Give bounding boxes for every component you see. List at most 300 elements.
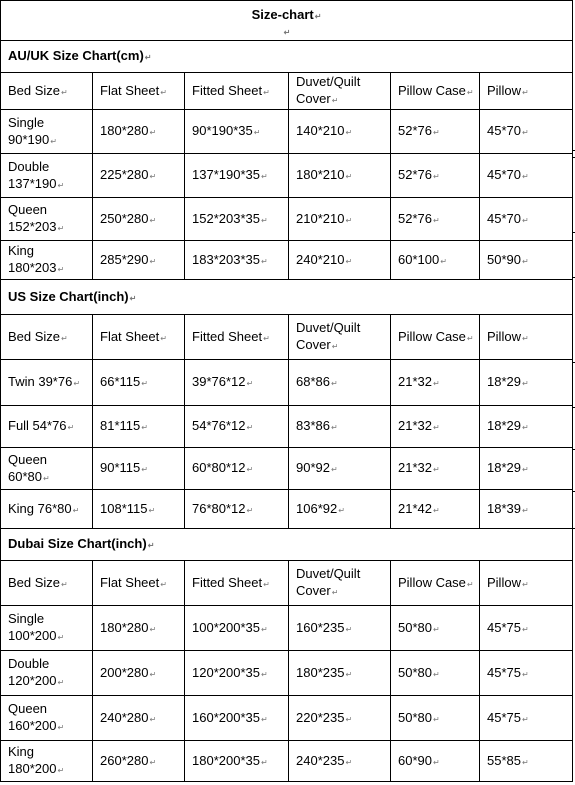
cell-fitted-sheet-text: 90*190*35 xyxy=(192,123,253,138)
cell-pillow-case xyxy=(391,198,480,241)
paragraph-mark-icon: ↵ xyxy=(141,379,148,388)
cell-pillow-case xyxy=(391,360,480,406)
paragraph-mark-icon: ↵ xyxy=(331,96,339,105)
paragraph-mark-icon: ↵ xyxy=(246,379,254,388)
table-row xyxy=(1,360,573,406)
cell-fitted-sheet-text: 100*200*35 xyxy=(192,619,260,635)
cell-bed-size-text: King 180*200 xyxy=(8,744,57,776)
cell-flat-sheet xyxy=(93,741,185,782)
cell-fitted-sheet-text: 120*200*35 xyxy=(192,664,260,680)
paragraph-mark-icon: ↵ xyxy=(260,172,268,181)
paragraph-mark-icon: ↵ xyxy=(440,256,447,266)
cell-flat-sheet-text: 180*280 xyxy=(100,619,149,635)
paragraph-mark-icon: ↵ xyxy=(57,678,65,687)
cell-duvet-quilt-cover xyxy=(289,198,391,241)
cell-fitted-sheet xyxy=(185,651,289,696)
cell-pillow xyxy=(480,606,573,651)
cell-duvet-quilt-cover-text: 240*235 xyxy=(296,752,345,768)
column-header-row xyxy=(1,315,573,360)
paragraph-mark-icon: ↵ xyxy=(521,128,529,137)
paragraph-mark-icon: ↵ xyxy=(57,723,65,732)
paragraph-mark-icon: ↵ xyxy=(260,256,268,266)
cell-duvet-quilt-cover xyxy=(289,406,391,448)
cell-pillow-case-text: 21*32 xyxy=(398,460,432,475)
column-header-pillow-text: Pillow xyxy=(487,82,521,98)
paragraph-mark-icon: ↵ xyxy=(521,379,529,388)
cell-pillow xyxy=(480,406,573,448)
column-header-fitted-sheet xyxy=(185,73,289,110)
cell-pillow xyxy=(480,696,573,741)
cell-fitted-sheet xyxy=(185,198,289,241)
cell-pillow-case xyxy=(391,241,480,280)
column-header-pillow-text: Pillow xyxy=(487,328,521,344)
cell-pillow-case xyxy=(391,696,480,741)
cell-pillow-text: 18*39 xyxy=(487,500,521,516)
paragraph-mark-icon: ↵ xyxy=(521,333,529,343)
paragraph-mark-icon: ↵ xyxy=(246,423,254,432)
section-heading xyxy=(1,280,573,315)
cell-pillow-text: 45*70 xyxy=(487,210,521,226)
cell-bed-size-text: Single 90*190 xyxy=(8,114,50,147)
cell-duvet-quilt-cover-text: 180*235 xyxy=(296,664,345,680)
table-row xyxy=(1,154,573,198)
paragraph-mark-icon: ↵ xyxy=(466,87,474,97)
column-header-pillow-case-text: Pillow Case xyxy=(398,82,466,98)
cell-pillow xyxy=(480,241,573,280)
table-row xyxy=(1,490,573,529)
cell-bed-size xyxy=(1,448,93,490)
paragraph-mark-icon: ↵ xyxy=(147,541,155,550)
cell-bed-size-text: Double 137*190 xyxy=(8,158,57,191)
cell-flat-sheet xyxy=(93,406,185,448)
cell-fitted-sheet-text: 137*190*35 xyxy=(192,167,260,182)
section-heading-text: AU/UK Size Chart(cm) xyxy=(8,48,144,63)
paragraph-mark-icon: ↵ xyxy=(50,136,57,146)
cell-pillow-case-text: 21*32 xyxy=(398,418,432,433)
cell-duvet-quilt-cover-text: 240*210 xyxy=(296,251,345,267)
cell-pillow xyxy=(480,198,573,241)
paragraph-mark-icon: ↵ xyxy=(57,180,65,190)
cell-pillow xyxy=(480,651,573,696)
cell-pillow-case-text: 50*80 xyxy=(398,664,432,680)
cell-bed-size xyxy=(1,154,93,198)
paragraph-mark-icon: ↵ xyxy=(432,215,440,225)
cell-pillow-case-text: 21*42 xyxy=(398,500,432,516)
paragraph-mark-icon: ↵ xyxy=(345,669,353,679)
cell-flat-sheet-text: 66*115 xyxy=(100,374,141,389)
cell-pillow-case-text: 60*90 xyxy=(398,752,432,768)
paragraph-mark-icon: ↵ xyxy=(57,633,65,642)
cell-bed-size-text: Double 120*200 xyxy=(8,656,57,688)
cell-fitted-sheet xyxy=(185,241,289,280)
cell-bed-size-text: Queen 152*203 xyxy=(8,202,57,234)
cell-flat-sheet xyxy=(93,241,185,280)
cell-pillow-text: 18*29 xyxy=(487,460,521,475)
cell-duvet-quilt-cover-text: 160*235 xyxy=(296,619,345,635)
cell-fitted-sheet xyxy=(185,741,289,782)
cell-bed-size xyxy=(1,606,93,651)
cell-flat-sheet xyxy=(93,154,185,198)
paragraph-mark-icon: ↵ xyxy=(432,757,440,767)
paragraph-mark-icon: ↵ xyxy=(141,465,148,474)
column-header-duvet-quilt-cover xyxy=(289,73,391,110)
column-header-pillow-case xyxy=(391,561,480,606)
paragraph-mark-icon: ↵ xyxy=(260,669,268,679)
paragraph-mark-icon: ↵ xyxy=(432,423,440,432)
paragraph-mark-icon: ↵ xyxy=(263,579,270,589)
paragraph-mark-icon: ↵ xyxy=(432,128,440,137)
cell-fitted-sheet xyxy=(185,696,289,741)
cell-bed-size xyxy=(1,490,93,529)
section-heading-text: Dubai Size Chart(inch) xyxy=(8,536,147,551)
paragraph-mark-icon: ↵ xyxy=(149,624,157,634)
cell-bed-size xyxy=(1,110,93,154)
column-header-pillow xyxy=(480,561,573,606)
cell-flat-sheet-text: 200*280 xyxy=(100,664,149,680)
cell-duvet-quilt-cover xyxy=(289,606,391,651)
column-header-flat-sheet xyxy=(93,315,185,360)
paragraph-mark-icon: ↵ xyxy=(260,714,268,724)
paragraph-mark-icon: ↵ xyxy=(338,505,345,515)
table-row xyxy=(1,651,573,696)
paragraph-mark-icon: ↵ xyxy=(260,215,268,225)
cell-pillow-text: 18*29 xyxy=(487,374,521,389)
cell-fitted-sheet xyxy=(185,360,289,406)
cell-duvet-quilt-cover-text: 180*210 xyxy=(296,167,345,182)
column-header-fitted-sheet-text: Fitted Sheet xyxy=(192,82,263,98)
paragraph-mark-icon: ↵ xyxy=(263,87,270,97)
paragraph-mark-icon: ↵ xyxy=(432,465,440,474)
cell-bed-size xyxy=(1,696,93,741)
paragraph-mark-icon: ↵ xyxy=(521,87,529,97)
cell-fitted-sheet-text: 76*80*12 xyxy=(192,500,246,516)
cell-flat-sheet-text: 250*280 xyxy=(100,210,149,226)
cell-fitted-sheet xyxy=(185,406,289,448)
column-header-pillow-case xyxy=(391,315,480,360)
cell-duvet-quilt-cover xyxy=(289,241,391,280)
paragraph-mark-icon: ↵ xyxy=(521,714,529,724)
cell-duvet-quilt-cover-text: 106*92 xyxy=(296,500,338,516)
cell-flat-sheet-text: 285*290 xyxy=(100,251,149,267)
paragraph-mark-icon: ↵ xyxy=(331,588,339,597)
column-header-bed-size xyxy=(1,73,93,110)
paragraph-mark-icon: ↵ xyxy=(432,669,440,679)
cell-pillow xyxy=(480,490,573,529)
cell-pillow xyxy=(480,110,573,154)
paragraph-mark-icon: ↵ xyxy=(521,757,529,767)
column-header-bed-size-text: Bed Size xyxy=(8,82,61,98)
column-header-fitted-sheet-text: Fitted Sheet xyxy=(192,328,263,344)
cell-fitted-sheet-text: 54*76*12 xyxy=(192,418,246,433)
paragraph-mark-icon: ↵ xyxy=(260,624,268,634)
cell-flat-sheet-text: 225*280 xyxy=(100,167,149,182)
paragraph-mark-icon: ↵ xyxy=(432,379,440,388)
cell-pillow-case-text: 52*76 xyxy=(398,210,432,226)
cell-bed-size xyxy=(1,241,93,280)
paragraph-mark-icon: ↵ xyxy=(331,342,339,351)
column-header-row xyxy=(1,561,573,606)
paragraph-mark-icon: ↵ xyxy=(148,505,156,515)
cell-duvet-quilt-cover xyxy=(289,651,391,696)
cell-flat-sheet-text: 108*115 xyxy=(100,500,148,516)
paragraph-mark-icon: ↵ xyxy=(521,505,529,515)
paragraph-mark-icon: ↵ xyxy=(61,333,68,343)
cell-flat-sheet-text: 90*115 xyxy=(100,460,141,475)
cell-pillow-text: 50*90 xyxy=(487,251,521,267)
paragraph-mark-icon: ↵ xyxy=(57,224,65,233)
paragraph-mark-icon: ↵ xyxy=(345,172,353,181)
cell-bed-size xyxy=(1,741,93,782)
paragraph-mark-icon: ↵ xyxy=(521,215,529,225)
paragraph-mark-icon: ↵ xyxy=(42,473,50,483)
paragraph-mark-icon: ↵ xyxy=(149,215,157,225)
cell-fitted-sheet-text: 60*80*12 xyxy=(192,460,246,475)
cell-fitted-sheet xyxy=(185,490,289,529)
paragraph-mark-icon: ↵ xyxy=(72,505,80,515)
cell-bed-size-text: King 180*203 xyxy=(8,243,57,275)
paragraph-mark-icon: ↵ xyxy=(432,505,440,515)
cell-pillow-case xyxy=(391,448,480,490)
cell-pillow xyxy=(480,741,573,782)
cell-pillow-case-text: 52*76 xyxy=(398,167,432,182)
column-header-bed-size-text: Bed Size xyxy=(8,328,61,344)
table-row xyxy=(1,198,573,241)
cell-pillow-case xyxy=(391,606,480,651)
paragraph-mark-icon: ↵ xyxy=(160,579,167,589)
cell-flat-sheet-text: 180*280 xyxy=(100,123,149,138)
cell-bed-size-text: King 76*80 xyxy=(8,500,72,516)
paragraph-mark-icon: ↵ xyxy=(283,28,291,37)
cell-fitted-sheet-text: 39*76*12 xyxy=(192,374,246,389)
cell-duvet-quilt-cover-text: 90*92 xyxy=(296,460,330,475)
table-row xyxy=(1,241,573,280)
paragraph-mark-icon: ↵ xyxy=(260,757,268,767)
paragraph-mark-icon: ↵ xyxy=(149,669,157,679)
paragraph-mark-icon: ↵ xyxy=(330,423,338,432)
paragraph-mark-icon: ↵ xyxy=(345,757,353,767)
section-heading-row xyxy=(1,529,573,561)
cell-pillow-case-text: 50*80 xyxy=(398,619,432,635)
cell-flat-sheet xyxy=(93,198,185,241)
paragraph-mark-icon: ↵ xyxy=(57,766,65,775)
paragraph-mark-icon: ↵ xyxy=(521,256,529,266)
title-cell xyxy=(1,1,573,41)
paragraph-mark-icon: ↵ xyxy=(149,714,157,724)
column-header-flat-sheet-text: Flat Sheet xyxy=(100,328,160,344)
paragraph-mark-icon: ↵ xyxy=(432,714,440,724)
paragraph-mark-icon: ↵ xyxy=(521,669,529,679)
column-header-bed-size xyxy=(1,561,93,606)
section-heading-row xyxy=(1,41,573,73)
cell-fitted-sheet xyxy=(185,606,289,651)
paragraph-mark-icon: ↵ xyxy=(149,256,157,266)
section-heading xyxy=(1,529,573,561)
paragraph-mark-icon: ↵ xyxy=(521,423,529,432)
column-header-duvet-quilt-cover xyxy=(289,561,391,606)
column-header-flat-sheet-text: Flat Sheet xyxy=(100,82,160,98)
paragraph-mark-icon: ↵ xyxy=(253,128,261,137)
column-header-flat-sheet-text: Flat Sheet xyxy=(100,574,160,590)
paragraph-mark-icon: ↵ xyxy=(345,624,353,634)
paragraph-mark-icon: ↵ xyxy=(345,714,353,724)
cell-bed-size xyxy=(1,360,93,406)
cell-pillow-text: 45*70 xyxy=(487,123,521,138)
column-header-pillow-case-text: Pillow Case xyxy=(398,574,466,590)
cell-fitted-sheet xyxy=(185,110,289,154)
section-heading-row xyxy=(1,280,573,315)
cell-bed-size-text: Single 100*200 xyxy=(8,611,57,643)
cell-fitted-sheet xyxy=(185,448,289,490)
cell-pillow-case xyxy=(391,741,480,782)
cell-pillow-case xyxy=(391,490,480,529)
cell-flat-sheet xyxy=(93,448,185,490)
paragraph-mark-icon: ↵ xyxy=(330,465,338,474)
cell-pillow-case-text: 21*32 xyxy=(398,374,432,389)
paragraph-mark-icon: ↵ xyxy=(466,579,474,589)
column-header-duvet-quilt-cover xyxy=(289,315,391,360)
cell-bed-size xyxy=(1,406,93,448)
cell-pillow-text: 55*85 xyxy=(487,752,521,768)
cell-duvet-quilt-cover xyxy=(289,741,391,782)
table-row xyxy=(1,448,573,490)
paragraph-mark-icon: ↵ xyxy=(160,333,167,343)
cell-flat-sheet xyxy=(93,606,185,651)
paragraph-mark-icon: ↵ xyxy=(61,87,68,97)
cell-pillow-text: 45*70 xyxy=(487,167,521,182)
cell-flat-sheet-text: 81*115 xyxy=(100,418,141,433)
column-header-flat-sheet xyxy=(93,561,185,606)
paragraph-mark-icon: ↵ xyxy=(129,293,137,303)
cell-pillow-text: 45*75 xyxy=(487,664,521,680)
paragraph-mark-icon: ↵ xyxy=(330,379,338,388)
cell-duvet-quilt-cover xyxy=(289,360,391,406)
cell-bed-size-text: Twin 39*76 xyxy=(8,374,73,389)
cell-duvet-quilt-cover-text: 68*86 xyxy=(296,374,330,389)
paragraph-mark-icon: ↵ xyxy=(521,465,529,474)
paragraph-mark-icon: ↵ xyxy=(73,379,81,388)
cell-flat-sheet-text: 240*280 xyxy=(100,709,149,725)
cell-pillow-case xyxy=(391,110,480,154)
cell-pillow-case-text: 60*100 xyxy=(398,251,440,267)
paragraph-mark-icon: ↵ xyxy=(144,53,152,62)
cell-duvet-quilt-cover xyxy=(289,448,391,490)
title-row xyxy=(1,1,573,41)
column-header-row xyxy=(1,73,573,110)
paragraph-mark-icon: ↵ xyxy=(149,128,157,137)
paragraph-mark-icon: ↵ xyxy=(141,423,148,432)
cell-pillow xyxy=(480,448,573,490)
cell-duvet-quilt-cover xyxy=(289,110,391,154)
paragraph-mark-icon: ↵ xyxy=(345,215,353,225)
column-header-bed-size-text: Bed Size xyxy=(8,574,61,590)
paragraph-mark-icon: ↵ xyxy=(67,423,75,432)
cell-pillow-text: 18*29 xyxy=(487,418,521,433)
column-header-pillow-case xyxy=(391,73,480,110)
column-header-fitted-sheet xyxy=(185,315,289,360)
column-header-pillow xyxy=(480,315,573,360)
cell-pillow xyxy=(480,360,573,406)
section-heading xyxy=(1,41,573,73)
column-header-duvet-quilt-cover-text: Duvet/Quilt Cover xyxy=(296,74,361,106)
cell-flat-sheet xyxy=(93,651,185,696)
column-header-duvet-quilt-cover-text: Duvet/Quilt Cover xyxy=(296,320,361,352)
cell-duvet-quilt-cover-text: 210*210 xyxy=(296,210,345,226)
paragraph-mark-icon: ↵ xyxy=(149,757,157,767)
paragraph-mark-icon: ↵ xyxy=(345,256,353,266)
paragraph-mark-icon: ↵ xyxy=(160,87,167,97)
cell-bed-size xyxy=(1,651,93,696)
cell-flat-sheet xyxy=(93,696,185,741)
cell-pillow-text: 45*75 xyxy=(487,619,521,635)
paragraph-mark-icon: ↵ xyxy=(521,579,529,589)
column-header-duvet-quilt-cover-text: Duvet/Quilt Cover xyxy=(296,566,361,598)
cell-pillow-text: 45*75 xyxy=(487,709,521,725)
cell-flat-sheet-text: 260*280 xyxy=(100,752,149,768)
cell-flat-sheet xyxy=(93,110,185,154)
paragraph-mark-icon: ↵ xyxy=(466,333,474,343)
cell-bed-size xyxy=(1,198,93,241)
cell-pillow-case xyxy=(391,651,480,696)
cell-pillow-case xyxy=(391,154,480,198)
column-header-fitted-sheet xyxy=(185,561,289,606)
paragraph-mark-icon: ↵ xyxy=(246,465,254,474)
cell-pillow xyxy=(480,154,573,198)
paragraph-mark-icon: ↵ xyxy=(61,579,68,589)
cell-bed-size-text: Queen 160*200 xyxy=(8,701,57,733)
table-row xyxy=(1,406,573,448)
cell-fitted-sheet-text: 152*203*35 xyxy=(192,210,260,226)
paragraph-mark-icon: ↵ xyxy=(57,265,65,274)
cell-fitted-sheet-text: 183*203*35 xyxy=(192,251,260,267)
table-row xyxy=(1,606,573,651)
column-header-pillow-case-text: Pillow Case xyxy=(398,328,466,344)
cell-pillow-case-text: 50*80 xyxy=(398,709,432,725)
paragraph-mark-icon: ↵ xyxy=(521,624,529,634)
paragraph-mark-icon: ↵ xyxy=(521,172,529,181)
paragraph-mark-icon: ↵ xyxy=(432,172,440,181)
column-header-flat-sheet xyxy=(93,73,185,110)
table-row xyxy=(1,696,573,741)
cell-flat-sheet xyxy=(93,360,185,406)
cell-duvet-quilt-cover xyxy=(289,490,391,529)
cell-bed-size-text: Full 54*76 xyxy=(8,418,67,433)
column-header-pillow xyxy=(480,73,573,110)
page-title: Size-chart xyxy=(251,7,314,22)
cell-flat-sheet xyxy=(93,490,185,529)
section-heading-text: US Size Chart(inch) xyxy=(8,288,129,304)
cell-fitted-sheet xyxy=(185,154,289,198)
cell-pillow-case-text: 52*76 xyxy=(398,123,432,138)
paragraph-mark-icon: ↵ xyxy=(149,172,157,181)
column-header-fitted-sheet-text: Fitted Sheet xyxy=(192,574,263,590)
column-header-pillow-text: Pillow xyxy=(487,574,521,590)
cell-duvet-quilt-cover-text: 83*86 xyxy=(296,418,330,433)
table-row xyxy=(1,110,573,154)
cell-duvet-quilt-cover xyxy=(289,154,391,198)
column-header-bed-size xyxy=(1,315,93,360)
paragraph-mark-icon: ↵ xyxy=(314,12,322,21)
table-row xyxy=(1,741,573,782)
cell-fitted-sheet-text: 180*200*35 xyxy=(192,752,260,768)
paragraph-mark-icon: ↵ xyxy=(263,333,270,343)
cell-duvet-quilt-cover-text: 220*235 xyxy=(296,709,345,725)
cell-duvet-quilt-cover-text: 140*210 xyxy=(296,123,345,138)
paragraph-mark-icon: ↵ xyxy=(432,624,440,634)
paragraph-mark-icon: ↵ xyxy=(345,128,353,137)
paragraph-mark-icon: ↵ xyxy=(246,505,254,515)
cell-fitted-sheet-text: 160*200*35 xyxy=(192,709,260,725)
cell-bed-size-text: Queen 60*80 xyxy=(8,451,48,484)
